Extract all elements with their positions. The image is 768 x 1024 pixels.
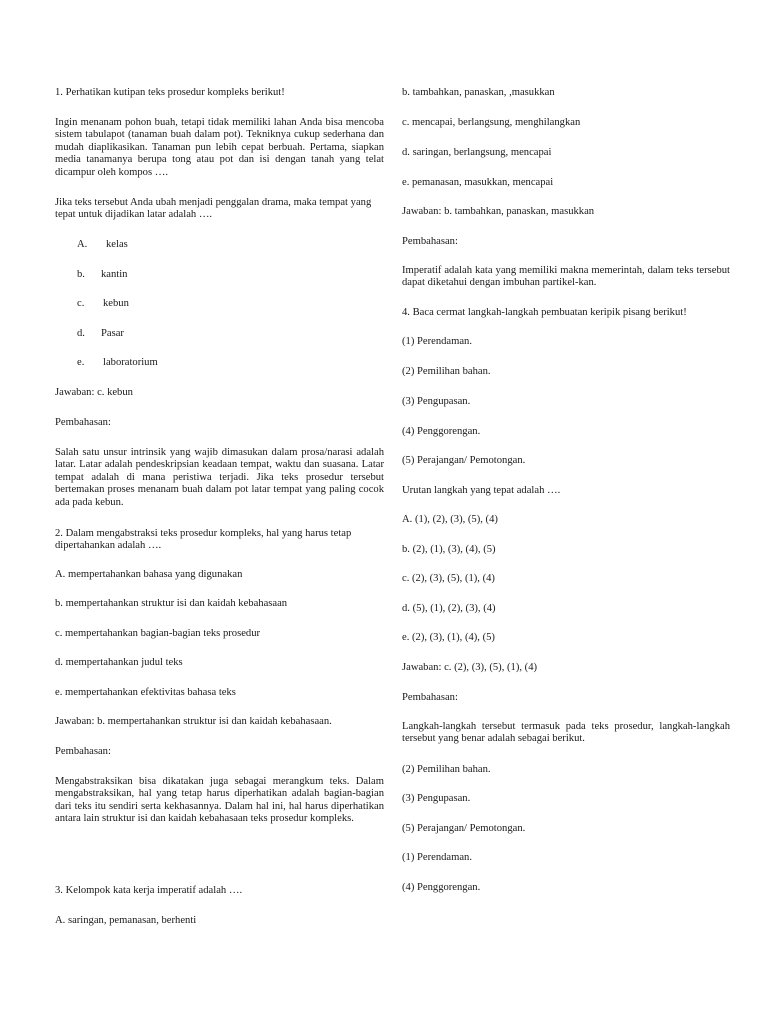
- q2-option-e: e. mempertahankan efektivitas bahasa teks: [55, 687, 236, 698]
- option-text: Pasar: [101, 328, 124, 339]
- q2-answer: Jawaban: b. mempertahankan struktur isi dan kaidah kebahasaan.: [55, 716, 332, 727]
- q3-discussion: Imperatif adalah kata yang memiliki makna memerintah, dalam teks tersebut dapat diketahui dengan imbuhan partikel-kan.: [402, 265, 730, 289]
- q4-step-2: (2) Pemilihan bahan.: [402, 366, 491, 377]
- q1-excerpt: Ingin menanam pohon buah, tetapi tidak memiliki lahan Anda bisa mencoba sistem tabulapot (tanaman buah dalam pot). Tekniknya cukup sederhana dan mudah diaplikasikan. Tanaman pun lebih cepat berbuah. Pertama, siapkan media tanamanya berupa tong atau pot dan isi dengan tanah yang telat dicampur oleh kompos ….: [55, 117, 384, 178]
- option-text: kelas: [106, 239, 128, 250]
- q3-question: 3. Kelompok kata kerja imperatif adalah ….: [55, 885, 243, 896]
- option-letter: A.: [77, 239, 88, 250]
- q3-discussion-label: Pembahasan:: [402, 236, 458, 247]
- q4-ordered-step-2: (3) Pengupasan.: [402, 793, 471, 804]
- q4-ordered-step-3: (5) Perajangan/ Pemotongan.: [402, 823, 526, 834]
- q4-step-5: (5) Perajangan/ Pemotongan.: [402, 455, 526, 466]
- q3-option-b: b. tambahkan, panaskan, ,masukkan: [402, 87, 555, 98]
- q2-option-a: A. mempertahankan bahasa yang digunakan: [55, 569, 243, 580]
- q4-discussion: Langkah-langkah tersebut termasuk pada teks prosedur, langkah-langkah tersebut yang benar adalah sebagai berikut.: [402, 721, 730, 745]
- q3-option-e: e. pemanasan, masukkan, mencapai: [402, 177, 554, 188]
- q1-question: 1. Perhatikan kutipan teks prosedur kompleks berikut!: [55, 87, 285, 98]
- q4-option-c: c. (2), (3), (5), (1), (4): [402, 573, 495, 584]
- q1-answer: Jawaban: c. kebun: [55, 387, 133, 398]
- q3-option-c: c. mencapai, berlangsung, menghilangkan: [402, 117, 581, 128]
- q2-question: 2. Dalam mengabstraksi teks prosedur kompleks, hal yang harus tetap dipertahankan adalah ….: [55, 528, 352, 552]
- q4-step-4: (4) Penggorengan.: [402, 426, 481, 437]
- q4-prompt: Urutan langkah yang tepat adalah ….: [402, 485, 561, 496]
- option-letter: d.: [77, 328, 85, 339]
- q4-ordered-step-4: (1) Perendaman.: [402, 852, 473, 863]
- q4-option-b: b. (2), (1), (3), (4), (5): [402, 544, 496, 555]
- q3-option-d: d. saringan, berlangsung, mencapai: [402, 147, 552, 158]
- q4-option-d: d. (5), (1), (2), (3), (4): [402, 603, 496, 614]
- option-letter: e.: [77, 357, 85, 368]
- q4-ordered-step-5: (4) Penggorengan.: [402, 882, 481, 893]
- q4-step-3: (3) Pengupasan.: [402, 396, 471, 407]
- q1-discussion-label: Pembahasan:: [55, 417, 111, 428]
- q4-option-e: e. (2), (3), (1), (4), (5): [402, 632, 495, 643]
- option-letter: b.: [77, 269, 85, 280]
- option-text: kantin: [101, 269, 128, 280]
- q3-answer: Jawaban: b. tambahkan, panaskan, masukkan: [402, 206, 595, 217]
- q1-prompt: Jika teks tersebut Anda ubah menjadi penggalan drama, maka tempat yang tepat untuk dijadikan latar adalah ….: [55, 197, 372, 221]
- q2-option-d: d. mempertahankan judul teks: [55, 657, 183, 668]
- option-letter: c.: [77, 298, 85, 309]
- q4-answer: Jawaban: c. (2), (3), (5), (1), (4): [402, 662, 538, 673]
- q4-option-a: A. (1), (2), (3), (5), (4): [402, 514, 498, 525]
- q3-option-a: A. saringan, pemanasan, berhenti: [55, 915, 197, 926]
- q2-option-b: b. mempertahankan struktur isi dan kaidah kebahasaan: [55, 598, 288, 609]
- q4-discussion-label: Pembahasan:: [402, 692, 458, 703]
- q4-step-1: (1) Perendaman.: [402, 336, 473, 347]
- q4-ordered-step-1: (2) Pemilihan bahan.: [402, 764, 491, 775]
- q1-discussion: Salah satu unsur intrinsik yang wajib dimasukan dalam prosa/narasi adalah latar. Latar adalah pendeskripsian keadaan tempat, waktu dan suasana. Latar tempat adalah di mana peristiwa terjadi. Jika teks prosedur tersebut bertemakan proses menanam buah dalam pot latar tempat yang paling cocok ada pada kebun.: [55, 447, 384, 508]
- q2-discussion: Mengabstraksikan bisa dikatakan juga sebagai merangkum teks. Dalam mengabstraksikan, hal yang tetap harus diperhatikan adalah bagian-bagian dari teks itu sendiri serta kekhasannya. Dalam hal ini, hal harus diperhatikan antara lain struktur isi dan kaidah kebahasaan teks prosedur kompleks.: [55, 776, 384, 825]
- q2-option-c: c. mempertahankan bagian-bagian teks prosedur: [55, 628, 261, 639]
- q2-discussion-label: Pembahasan:: [55, 746, 111, 757]
- q4-question: 4. Baca cermat langkah-langkah pembuatan keripik pisang berikut!: [402, 307, 687, 318]
- option-text: laboratorium: [103, 357, 158, 368]
- option-text: kebun: [103, 298, 129, 309]
